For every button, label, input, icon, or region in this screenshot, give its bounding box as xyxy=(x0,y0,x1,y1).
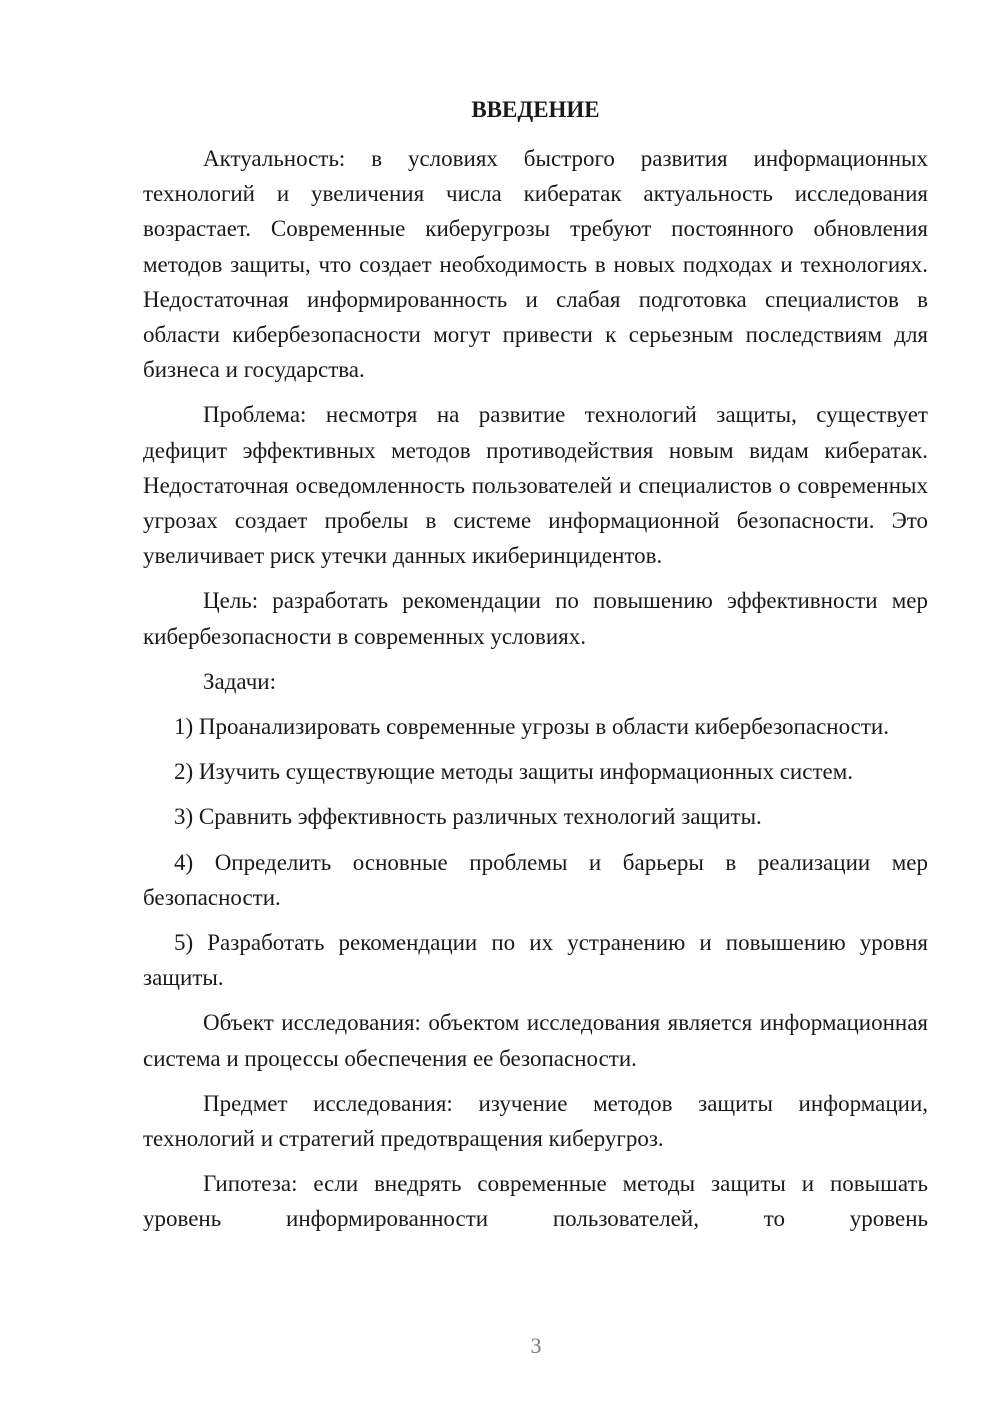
task-item-4: 4) Определить основные проблемы и барьеры в реализации мер безопасности. xyxy=(143,849,928,910)
paragraph-subject: Предмет исследования: изучение методов защиты информации, технологий и стратегий предотвращения киберугроз. xyxy=(143,1090,928,1152)
task-item-3: 3) Сравнить эффективность различных технологий защиты. xyxy=(174,804,762,830)
page-content xyxy=(143,92,928,1247)
paragraph-relevance: Актуальность: в условиях быстрого развития информационных технологий и увеличения числа кибератак актуальность исследования возрастает. Современные киберугрозы требуют постоянного обновления методов защиты, что создает необходимость в новых подходах и технологиях. Недостаточная информированность и слабая подготовка специалистов в области кибербезопасности могут привести к серьезным последствиям для бизнеса и государства. xyxy=(143,146,928,383)
task-item-1: 1) Проанализировать современные угрозы в области кибербезопасности. xyxy=(174,714,889,740)
task-item-5: 5) Разработать рекомендации по их устранению и повышению уровня защиты. xyxy=(143,930,928,991)
document-title: ВВЕДЕНИЕ xyxy=(471,97,600,122)
paragraph-goal: Цель: разработать рекомендации по повышению эффективности мер кибербезопасности в современных условиях. xyxy=(143,588,928,649)
page-number: 3 xyxy=(530,1333,542,1358)
paragraph-object: Объект исследования: объектом исследования является информационная система и процессы обеспечения ее безопасности. xyxy=(143,1010,928,1071)
paragraph-problem: Проблема: несмотря на развитие технологий защиты, существует дефицит эффективных методов противодействия новым видам кибератак. Недостаточная осведомленность пользователей и специалистов о современных угрозах создает пробелы в системе информационной безопасности. Это увеличивает риск утечки данных икиберинцидентов. xyxy=(143,402,928,569)
paragraph-hypothesis: Гипотеза: если внедрять современные методы защиты и повышать уровень информированности пользователей, то уровень xyxy=(143,1171,928,1232)
task-item-2: 2) Изучить существующие методы защиты информационных систем. xyxy=(174,759,854,785)
tasks-heading: Задачи: xyxy=(203,668,276,694)
